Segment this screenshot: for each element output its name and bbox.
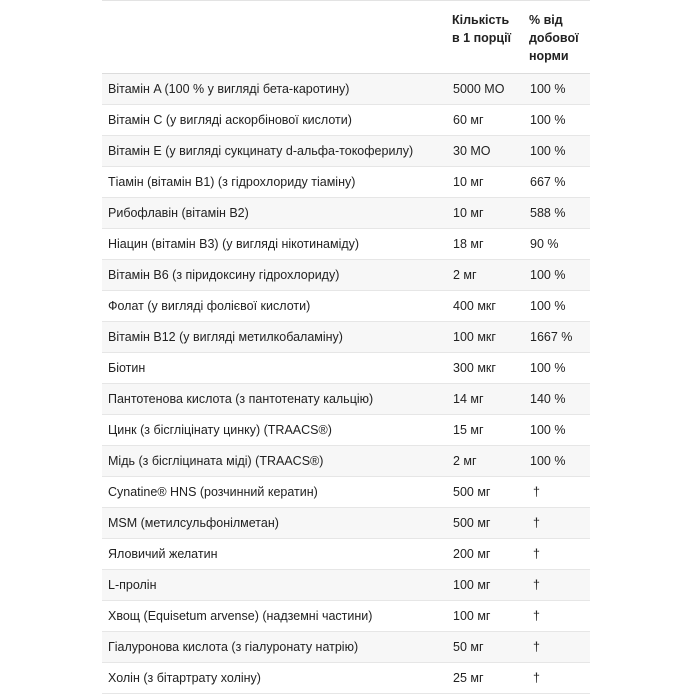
ingredient-name-cell: L-пролін bbox=[102, 570, 447, 601]
ingredient-name-cell: Вітамін B6 (з піридоксину гідрохлориду) bbox=[102, 260, 447, 291]
daily-value-cell: 1667 % bbox=[524, 322, 590, 353]
daily-value-cell: 667 % bbox=[524, 167, 590, 198]
amount-cell: 25 мг bbox=[447, 663, 524, 694]
daily-value-cell: † bbox=[524, 570, 590, 601]
daily-value-cell: 100 % bbox=[524, 105, 590, 136]
amount-cell: 60 мг bbox=[447, 105, 524, 136]
table-row bbox=[102, 570, 590, 601]
table-row bbox=[102, 508, 590, 539]
daily-value-cell: † bbox=[524, 663, 590, 694]
amount-cell: 400 мкг bbox=[447, 291, 524, 322]
daily-value-cell: † bbox=[524, 601, 590, 632]
table-row bbox=[102, 384, 590, 415]
amount-cell: 2 мг bbox=[447, 260, 524, 291]
table-row bbox=[102, 539, 590, 570]
table-row bbox=[102, 105, 590, 136]
amount-cell: 100 мг bbox=[447, 601, 524, 632]
amount-cell: 200 мг bbox=[447, 539, 524, 570]
table-row bbox=[102, 601, 590, 632]
daily-value-cell: † bbox=[524, 477, 590, 508]
ingredient-name-cell: Гіалуронова кислота (з гіалуронату натрію) bbox=[102, 632, 447, 663]
daily-value-cell: 100 % bbox=[524, 136, 590, 167]
amount-cell: 14 мг bbox=[447, 384, 524, 415]
header-amount-per-serving: Кількість в 1 порції bbox=[447, 1, 524, 74]
header-row bbox=[102, 1, 590, 74]
table-row bbox=[102, 415, 590, 446]
amount-cell: 15 мг bbox=[447, 415, 524, 446]
ingredient-name-cell: Вітамін B12 (у вигляді метилкобаламіну) bbox=[102, 322, 447, 353]
table-row bbox=[102, 353, 590, 384]
amount-cell: 500 мг bbox=[447, 508, 524, 539]
daily-value-cell: † bbox=[524, 632, 590, 663]
daily-value-cell: † bbox=[524, 508, 590, 539]
amount-cell: 100 мг bbox=[447, 570, 524, 601]
daily-value-cell: 100 % bbox=[524, 291, 590, 322]
table-row bbox=[102, 446, 590, 477]
ingredient-name-cell: MSM (метилсульфонілметан) bbox=[102, 508, 447, 539]
table-row bbox=[102, 198, 590, 229]
daily-value-cell: 100 % bbox=[524, 74, 590, 105]
daily-value-cell: 100 % bbox=[524, 415, 590, 446]
table-row bbox=[102, 260, 590, 291]
ingredient-name-cell: Рибофлавін (вітамін B2) bbox=[102, 198, 447, 229]
daily-value-cell: 100 % bbox=[524, 353, 590, 384]
ingredient-name-cell: Цинк (з бісгліцінату цинку) (TRAACS®) bbox=[102, 415, 447, 446]
table-row bbox=[102, 74, 590, 105]
ingredient-name-cell: Яловичий желатин bbox=[102, 539, 447, 570]
amount-cell: 2 мг bbox=[447, 446, 524, 477]
amount-cell: 500 мг bbox=[447, 477, 524, 508]
table-row bbox=[102, 291, 590, 322]
amount-cell: 100 мкг bbox=[447, 322, 524, 353]
ingredient-name-cell: Cynatine® HNS (розчинний кератин) bbox=[102, 477, 447, 508]
header-daily-value: % від добової норми bbox=[524, 1, 590, 74]
amount-cell: 30 МО bbox=[447, 136, 524, 167]
daily-value-cell: 90 % bbox=[524, 229, 590, 260]
ingredient-name-cell: Вітамін E (у вигляді сукцинату d-альфа-токоферилу) bbox=[102, 136, 447, 167]
supplement-facts-container bbox=[102, 0, 590, 694]
table-body bbox=[102, 74, 590, 694]
table-row bbox=[102, 632, 590, 663]
amount-cell: 10 мг bbox=[447, 167, 524, 198]
ingredient-name-cell: Тіамін (вітамін B1) (з гідрохлориду тіаміну) bbox=[102, 167, 447, 198]
amount-cell: 18 мг bbox=[447, 229, 524, 260]
ingredient-name-cell: Вітамін C (у вигляді аскорбінової кислоти) bbox=[102, 105, 447, 136]
header-ingredient bbox=[102, 1, 447, 74]
table-row bbox=[102, 322, 590, 353]
ingredient-name-cell: Мідь (з бісгліцината міді) (TRAACS®) bbox=[102, 446, 447, 477]
table-row bbox=[102, 663, 590, 694]
ingredient-name-cell: Холін (з бітартрату холіну) bbox=[102, 663, 447, 694]
table-header bbox=[102, 1, 590, 74]
ingredient-name-cell: Фолат (у вигляді фолієвої кислоти) bbox=[102, 291, 447, 322]
amount-cell: 5000 МО bbox=[447, 74, 524, 105]
amount-cell: 50 мг bbox=[447, 632, 524, 663]
table-row bbox=[102, 167, 590, 198]
supplement-facts-table bbox=[102, 0, 590, 694]
ingredient-name-cell: Вітамін A (100 % у вигляді бета-каротину) bbox=[102, 74, 447, 105]
ingredient-name-cell: Ніацин (вітамін B3) (у вигляді нікотинаміду) bbox=[102, 229, 447, 260]
daily-value-cell: 100 % bbox=[524, 446, 590, 477]
table-row bbox=[102, 136, 590, 167]
amount-cell: 10 мг bbox=[447, 198, 524, 229]
daily-value-cell: † bbox=[524, 539, 590, 570]
ingredient-name-cell: Пантотенова кислота (з пантотенату кальцію) bbox=[102, 384, 447, 415]
ingredient-name-cell: Біотин bbox=[102, 353, 447, 384]
daily-value-cell: 100 % bbox=[524, 260, 590, 291]
table-row bbox=[102, 229, 590, 260]
daily-value-cell: 588 % bbox=[524, 198, 590, 229]
table-row bbox=[102, 477, 590, 508]
daily-value-cell: 140 % bbox=[524, 384, 590, 415]
amount-cell: 300 мкг bbox=[447, 353, 524, 384]
ingredient-name-cell: Хвощ (Equisetum arvense) (надземні частини) bbox=[102, 601, 447, 632]
